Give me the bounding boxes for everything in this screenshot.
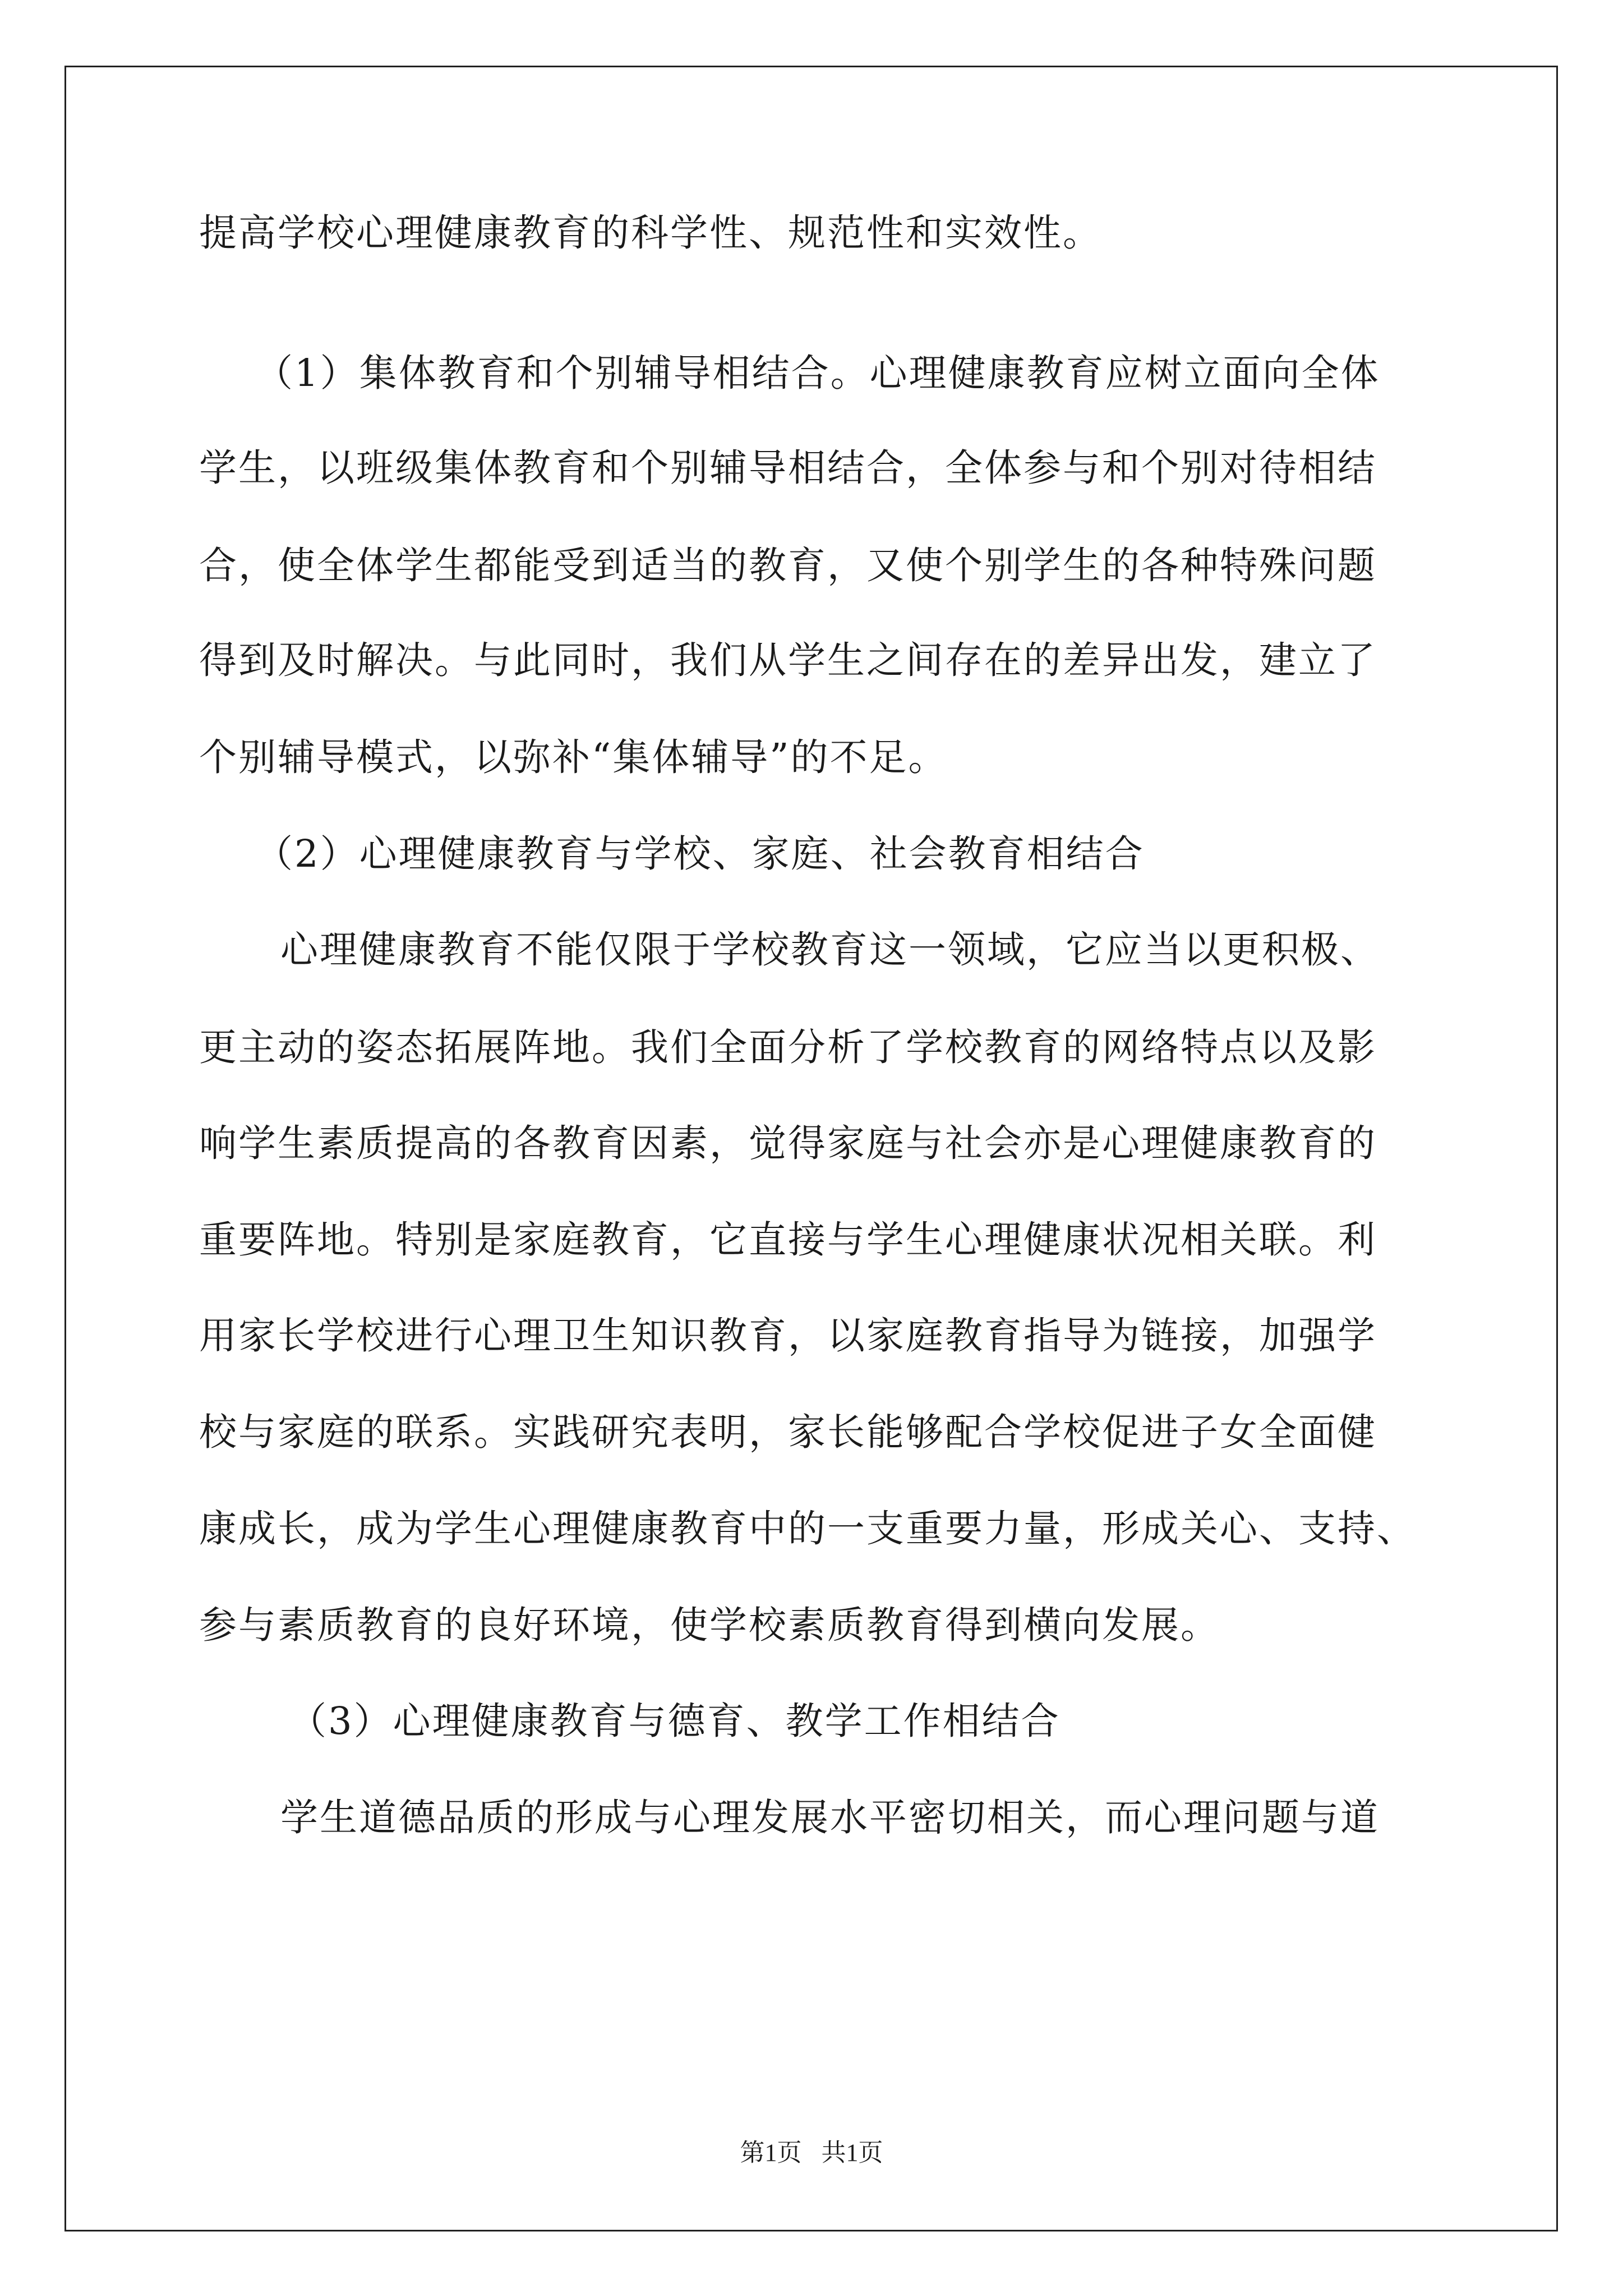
text-line: 心理健康教育不能仅限于学校教育这一领域，它应当以更积极、 bbox=[280, 928, 1380, 972]
text-line: 学生，以班级集体教育和个别辅导相结合，全体参与和个别对待相结 bbox=[199, 446, 1377, 490]
page-footer bbox=[0, 2136, 1623, 2170]
text-line: 提高学校心理健康教育的科学性、规范性和实效性。 bbox=[199, 211, 1102, 255]
text-line: 参与素质教育的良好环境，使学校素质教育得到横向发展。 bbox=[199, 1603, 1220, 1647]
text-line: 重要阵地。特别是家庭教育，它直接与学生心理健康状况相关联。利 bbox=[199, 1218, 1377, 1262]
text-line: 合，使全体学生都能受到适当的教育，又使个别学生的各种特殊问题 bbox=[199, 544, 1377, 587]
text-line: 用家长学校进行心理卫生知识教育，以家庭教育指导为链接，加强学 bbox=[199, 1314, 1377, 1358]
page-number-total: 共1页 bbox=[821, 2139, 883, 2166]
text-line: 个别辅导模式，以弥补“集体辅导”的不足。 bbox=[199, 735, 948, 779]
text-line: 响学生素质提高的各教育因素，觉得家庭与社会亦是心理健康教育的 bbox=[199, 1121, 1377, 1165]
text-line: （1）集体教育和个别辅导相结合。心理健康教育应树立面向全体 bbox=[255, 351, 1380, 395]
section-heading: （2）心理健康教育与学校、家庭、社会教育相结合 bbox=[255, 832, 1145, 876]
text-line: 学生道德品质的形成与心理发展水平密切相关，而心理问题与道 bbox=[280, 1796, 1380, 1839]
text-line: 校与家庭的联系。实践研究表明，家长能够配合学校促进子女全面健 bbox=[199, 1410, 1377, 1454]
text-line: 得到及时解决。与此同时，我们从学生之间存在的差异出发，建立了 bbox=[199, 638, 1377, 682]
page-number-current: 第1页 bbox=[740, 2139, 802, 2166]
section-heading: （3）心理健康教育与德育、教学工作相结合 bbox=[289, 1699, 1061, 1743]
text-line: 康成长，成为学生心理健康教育中的一支重要力量，形成关心、支持、 bbox=[199, 1507, 1416, 1550]
text-line: 更主动的姿态拓展阵地。我们全面分析了学校教育的网络特点以及影 bbox=[199, 1025, 1377, 1069]
